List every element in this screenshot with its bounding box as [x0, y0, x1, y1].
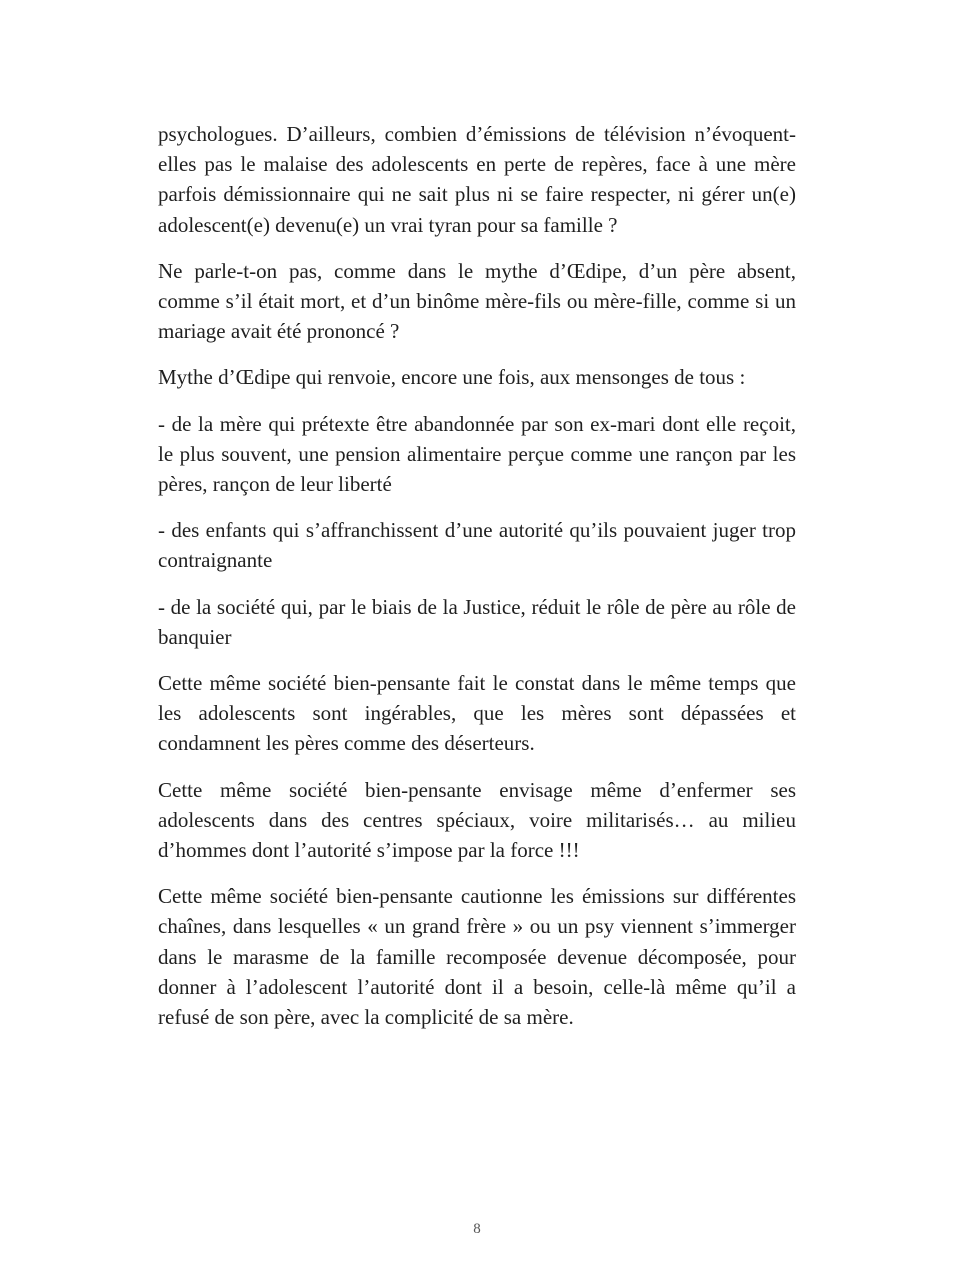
paragraph-3: Mythe d’Œdipe qui renvoie, encore une fois, aux mensonges de tous : — [158, 365, 746, 390]
paragraph-6: - de la société qui, par le biais de la Justice, réduit le rôle de père au rôle de banquier — [158, 594, 796, 649]
paragraph-4: - de la mère qui prétexte être abandonnée par son ex-mari dont elle reçoit, le plus souvent, une pension alimentaire perçue comme une rançon par les pères, rançon de leur liberté — [158, 411, 796, 497]
paragraph-2: Ne parle-t-on pas, comme dans le mythe d’Œdipe, d’un père absent, comme s’il était mort, et d’un binôme mère-fils ou mère-fille, comme si un mariage avait été prononcé ? — [158, 258, 796, 344]
paragraph-5: - des enfants qui s’affranchissent d’une autorité qu’ils pouvaient juger trop contraignante — [158, 518, 796, 573]
paragraph-8: Cette même société bien-pensante envisage même d’enfermer ses adolescents dans des centres spéciaux, voire militarisés… au milieu d’hommes dont l’autorité s’impose par la force !!! — [158, 777, 796, 863]
body-text — [158, 119, 796, 1048]
paragraph-9: Cette même société bien-pensante cautionne les émissions sur différentes chaînes, dans lesquelles « un grand frère » ou un psy viennent s’immerger dans le marasme de la famille recomposée devenue décomposée, pour donner à l’adolescent l’autorité dont il a besoin, celle-là même qu’il a refusé de son père, avec la complicité de sa mère. — [158, 884, 796, 1030]
page-number: 8 — [473, 1221, 481, 1237]
paragraph-1: psychologues. D’ailleurs, combien d’émissions de télévision n’évoquent-elles pas le malaise des adolescents en perte de repères, face à une mère parfois démissionnaire qui ne sait plus ni se faire respecter, ni gérer un(e) adolescent(e) devenu(e) un vrai tyran pour sa famille ? — [158, 122, 796, 237]
paragraph-7: Cette même société bien-pensante fait le constat dans le même temps que les adolescents sont ingérables, que les mères sont dépassées et condamnent les pères comme des déserteurs. — [158, 671, 796, 756]
